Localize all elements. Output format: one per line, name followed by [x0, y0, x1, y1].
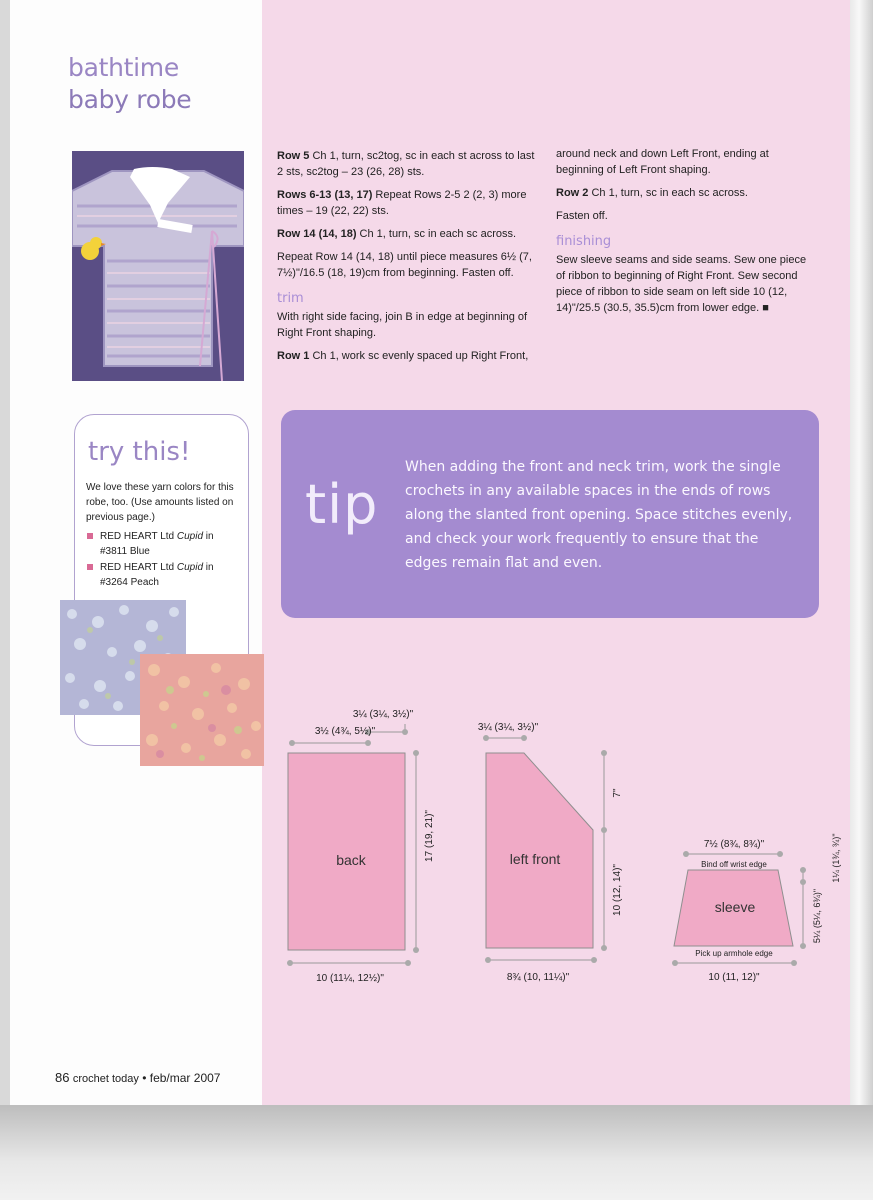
sleeve-cuff-measurement: 1¼ (1¾, ¾)" — [831, 833, 841, 883]
issue-date: feb/mar 2007 — [149, 1071, 221, 1085]
try-this-heading: try this! — [88, 437, 191, 467]
page-footer — [55, 1070, 220, 1085]
page-edge — [850, 0, 873, 1105]
yarn-name: Cupid — [176, 562, 204, 573]
trim-text: With right side facing, join B in edge at beginning of Right Front shaping. — [277, 311, 528, 339]
sleeve-top-measurement: 7½ (8¾, 8¾)" — [703, 839, 765, 850]
row-text: Repeat Rows 2-5 2 (2, 3) more times – 19 (22, 22) sts. — [277, 189, 527, 217]
sleeve-height-measurement: 5¼ (5¼, 6¾)" — [812, 888, 822, 944]
row-label: Row 5 — [277, 150, 310, 162]
yarn-brand: RED HEART Ltd — [100, 562, 177, 573]
back-shoulder-measurement: 3¼ (3¼, 3½)" — [352, 709, 414, 720]
back-width-measurement: 10 (11¼, 12½)" — [316, 973, 384, 984]
schematic-diagrams — [262, 690, 850, 990]
peach-yarn-swatch — [140, 654, 264, 766]
sleeve-top-edge-label: Bind off wrist edge — [701, 860, 767, 869]
yarn-item — [86, 529, 240, 559]
trim-heading: trim — [277, 291, 304, 306]
trim-continued: around neck and down Left Front, ending at beginning of Left Front shaping. — [556, 148, 769, 176]
instructions-column-left — [277, 148, 541, 371]
back-label: back — [336, 852, 366, 868]
finishing-heading: finishing — [556, 234, 612, 249]
row-text: Ch 1, turn, sc in each sc across. — [356, 228, 517, 240]
left-front-side-measurement: 10 (12, 14)" — [612, 864, 623, 916]
yarn-color: in #3264 Peach — [100, 562, 214, 588]
square-bullet-icon — [87, 533, 93, 539]
row-text: Ch 1, turn, sc in each sc across. — [588, 187, 748, 199]
row-label: Row 1 — [277, 350, 310, 362]
left-front-slant-measurement: 7" — [612, 788, 623, 798]
back-schematic — [287, 708, 435, 984]
back-height-measurement: 17 (19, 21)" — [424, 810, 435, 862]
article-title — [68, 52, 191, 116]
instruction-repeat: Repeat Row 14 (14, 18) until piece measures 6½ (7, 7½)"/16.5 (18, 19)cm from beginning. Fasten off. — [277, 251, 532, 279]
instruction-row-1 — [277, 348, 541, 364]
row-text: Ch 1, work sc evenly spaced up Right Front, — [309, 350, 529, 362]
instructions-column-right — [556, 146, 808, 323]
page-number: 86 — [55, 1070, 70, 1085]
yarn-list — [86, 529, 240, 591]
title-line-1: bathtime — [68, 53, 179, 82]
finishing-text: Sew sleeve seams and side seams. Sew one piece of ribbon to beginning of Right Front. Sew second piece of ribbon to side seam on left side 10 (12, 14)"/25.5 (30.5, 35.5)cm from lower edge. ■ — [556, 254, 807, 314]
yarn-name: Cupid — [176, 531, 204, 542]
sleeve-bottom-measurement: 10 (11, 12)" — [708, 972, 760, 983]
instruction-row-5 — [277, 148, 541, 180]
instruction-rows-6-13 — [277, 187, 541, 219]
robe-photo — [72, 151, 244, 381]
left-front-label: left front — [509, 851, 561, 867]
try-this-intro: We love these yarn colors for this robe, too. (Use amounts listed on previous page.) — [86, 482, 234, 523]
row-text: Ch 1, turn, sc2tog, sc in each st across to last 2 sts, sc2tog – 23 (26, 28) sts. — [277, 150, 535, 178]
tip-text: When adding the front and neck trim, work the single crochets in any available spaces in the ends of rows along the slanted front opening. Space stitches evenly, and check your work frequently to ensure that the edges remain flat and even. — [405, 459, 793, 571]
title-line-2: baby robe — [68, 85, 192, 114]
yarn-item — [86, 560, 240, 590]
instruction-row-2 — [556, 185, 808, 201]
row-label: Row 2 — [556, 187, 589, 199]
left-front-width-measurement: 8¾ (10, 11¼)" — [506, 972, 570, 983]
square-bullet-icon — [87, 564, 93, 570]
fasten-off: Fasten off. — [556, 210, 608, 222]
back-neck-measurement: 3½ (4¾, 5½)" — [314, 726, 376, 737]
left-front-schematic — [478, 721, 623, 983]
tip-heading: tip — [305, 473, 379, 536]
yarn-brand: RED HEART Ltd — [100, 531, 177, 542]
sleeve-schematic — [672, 833, 841, 983]
row-label: Rows 6-13 (13, 17) — [277, 189, 373, 201]
sleeve-bottom-edge-label: Pick up armhole edge — [695, 949, 773, 958]
left-front-shoulder-measurement: 3¼ (3¼, 3½)" — [477, 722, 539, 733]
footer-separator: • — [142, 1071, 147, 1085]
yarn-color: in #3811 Blue — [100, 531, 214, 557]
row-label: Row 14 (14, 18) — [277, 228, 357, 240]
magazine-name: crochet today — [72, 1073, 139, 1085]
instruction-row-14 — [277, 226, 541, 242]
scan-shadow — [0, 1105, 873, 1200]
sleeve-label: sleeve — [714, 899, 756, 915]
